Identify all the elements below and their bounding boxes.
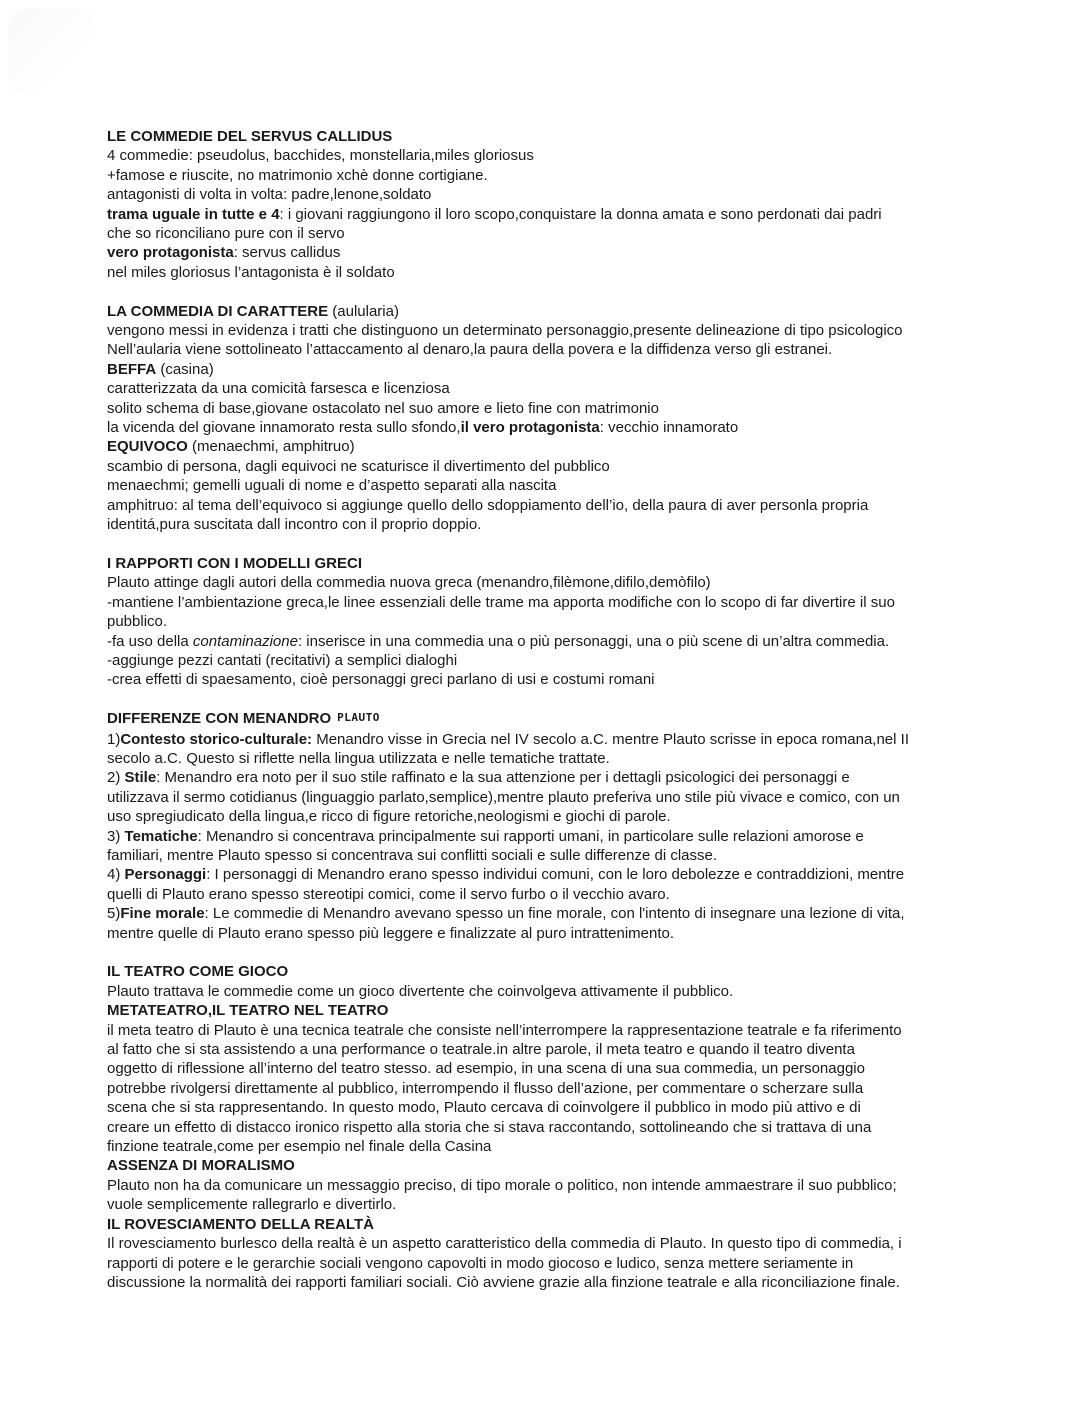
text-line: vengono messi in evidenza i tratti che distinguono un determinato personaggio,presente delineazione di tipo psicologico xyxy=(107,322,903,340)
section-title xyxy=(107,302,987,321)
list-number: 3) xyxy=(107,827,125,845)
text-line: menaechmi; gemelli uguali di nome e d’aspetto separati alla nascita xyxy=(107,477,557,495)
handwritten-note: PLAUTO xyxy=(337,711,380,725)
text-span: : vecchio innamorato xyxy=(599,419,739,437)
document-page xyxy=(107,127,987,1292)
text-span: (menaechmi, amphitruo) xyxy=(187,438,355,456)
text-line: Nell’aularia viene sottolineato l’attaccamento al denaro,la paura della povera e la diffidenza verso gli estranei. xyxy=(107,341,833,359)
text-span: -fa uso della xyxy=(107,632,193,650)
spacer xyxy=(107,282,987,301)
bold-term: BEFFA xyxy=(107,360,157,378)
bold-term: Fine morale xyxy=(120,905,205,923)
text-line: finzione teatrale,come per esempio nel finale della Casina xyxy=(107,1138,492,1156)
text-line xyxy=(107,904,987,923)
text-line: familiari, mentre Plauto spesso si concentrava sui conflitti sociali e sulle differenze di classe. xyxy=(107,846,718,864)
list-number: 4) xyxy=(107,866,125,884)
section-title: IL TEATRO COME GIOCO xyxy=(107,963,289,981)
text-line xyxy=(107,768,987,787)
text-line: nel miles gloriosus l’antagonista è il soldato xyxy=(107,263,395,281)
text-line xyxy=(107,632,987,651)
text-line xyxy=(107,730,987,749)
text-line: pubblico. xyxy=(107,613,168,631)
bold-term: Personaggi xyxy=(124,866,207,884)
text-span: : i giovani raggiungono il loro scopo,conquistare la donna amata e sono perdonati dai padri xyxy=(279,205,882,223)
text-span: : Le commedie di Menandro avevano spesso un fine morale, con l'intento di insegnare una lezione di vita, xyxy=(204,905,905,923)
text-line: oggetto di riflessione all’interno del teatro stesso. ad esempio, in una scena di una sua commedia, un personaggio xyxy=(107,1060,865,1078)
text-line: scena che si sta rappresentando. In questo modo, Plauto cercava di coinvolgere il pubblico in modo più attivo e di xyxy=(107,1099,861,1117)
text-span: (aulularia) xyxy=(328,302,399,320)
text-line: il meta teatro di Plauto è una tecnica teatrale che consiste nell’interrompere la rappresentazione teatrale e fa riferimento xyxy=(107,1021,902,1039)
text-line: vuole semplicemente rallegrarlo e divertirlo. xyxy=(107,1196,397,1214)
text-line: uso spregiudicato della lingua,e ricco di figure retoriche,neologismi e giochi di parole. xyxy=(107,808,671,826)
text-line: scambio di persona, dagli equivoci ne scaturisce il divertimento del pubblico xyxy=(107,457,610,475)
text-line: mentre quelle di Plauto erano spesso più leggere e finalizzate al puro intrattenimento. xyxy=(107,924,675,942)
text-span: la vicenda del giovane innamorato resta sullo sfondo, xyxy=(107,419,461,437)
section-modelli-greci xyxy=(107,554,987,690)
subsection-title: IL ROVESCIAMENTO DELLA REALTÀ xyxy=(107,1215,374,1233)
text-line xyxy=(107,205,987,224)
text-line: quelli di Plauto erano spesso stereotipi comici, come il servo furbo o il vecchio avaro. xyxy=(107,885,670,903)
text-line: antagonisti di volta in volta: padre,lenone,soldato xyxy=(107,186,432,204)
text-line xyxy=(107,865,987,884)
text-line: rapporti di potere e le gerarchie sociali vengono capovolti in modo giocoso e ludico, senza mettere seriamente in xyxy=(107,1254,854,1272)
section-title xyxy=(107,709,987,729)
subsection-title: METATEATRO,IL TEATRO NEL TEATRO xyxy=(107,1002,389,1020)
bold-term: Tematiche xyxy=(124,827,198,845)
spacer xyxy=(107,535,987,554)
bold-term: DIFFERENZE CON MENANDRO xyxy=(107,710,332,728)
text-line: 4 commedie: pseudolus, bacchides, monstellaria,miles gloriosus xyxy=(107,147,534,165)
bold-term: Stile xyxy=(124,769,157,787)
subsection-title xyxy=(107,360,987,379)
text-line: discussione la normalità dei rapporti familiari sociali. Ciò avviene grazie alla finzione teatrale e alla riconciliazione finale. xyxy=(107,1273,900,1291)
subsection-title: ASSENZA DI MORALISMO xyxy=(107,1157,295,1175)
text-line xyxy=(107,243,987,262)
text-line: +famose e riuscite, no matrimonio xchè donne cortigiane. xyxy=(107,166,488,184)
text-line: solito schema di base,giovane ostacolato nel suo amore e lieto fine con matrimonio xyxy=(107,399,659,417)
page-corner-decoration xyxy=(8,8,98,98)
section-title: LE COMMEDIE DEL SERVUS CALLIDUS xyxy=(107,128,393,145)
section-commedia-carattere xyxy=(107,302,987,535)
bold-term: trama uguale in tutte e 4 xyxy=(107,205,280,223)
list-number: 5) xyxy=(107,905,121,923)
text-line: potrebbe rivolgersi direttamente al pubblico, interrompendo il flusso dell’azione, per commentare o scherzare sulla xyxy=(107,1079,864,1097)
text-line: che so riconciliano pure con il servo xyxy=(107,225,345,243)
list-number: 1) xyxy=(107,730,121,748)
text-line: Plauto trattava le commedie come un gioco divertente che coinvolgeva attivamente il pubblico. xyxy=(107,982,734,1000)
text-span: (casina) xyxy=(156,360,214,378)
text-span: : Menandro era noto per il suo stile raffinato e la sua attenzione per i dettagli psicologici dei personaggi e xyxy=(156,769,850,787)
text-line: caratterizzata da una comicità farsesca e licenziosa xyxy=(107,380,450,398)
text-line xyxy=(107,418,987,437)
text-line: amphitruo: al tema dell’equivoco si aggiunge quello dello sdoppiamento dell’io, della paura di aver personla propria xyxy=(107,496,869,514)
bold-term: Contesto storico-culturale: xyxy=(120,730,313,748)
text-line: -crea effetti di spaesamento, cioè personaggi greci parlano di usi e costumi romani xyxy=(107,671,655,689)
text-line: -mantiene l’ambientazione greca,le linee essenziali delle trame ma apporta modifiche con lo scopo di far divertire il suo xyxy=(107,593,895,611)
text-line: -aggiunge pezzi cantati (recitativi) a semplici dialoghi xyxy=(107,651,458,669)
section-servus-callidus xyxy=(107,127,987,282)
section-differenze-menandro xyxy=(107,709,987,943)
spacer xyxy=(107,690,987,709)
text-span: : I personaggi di Menandro erano spesso individui comuni, con le loro debolezze e contraddizioni, mentre xyxy=(206,866,905,884)
text-line: Il rovesciamento burlesco della realtà è un aspetto caratteristico della commedia di Plauto. In questo tipo di commedia, i xyxy=(107,1235,902,1253)
text-line: identitá,pura suscitata dall incontro con il proprio doppio. xyxy=(107,516,482,534)
section-title: I RAPPORTI CON I MODELLI GRECI xyxy=(107,554,363,572)
bold-term: vero protagonista xyxy=(107,244,234,262)
text-span: : servus callidus xyxy=(233,244,341,262)
text-span: Menandro visse in Grecia nel IV secolo a.C. mentre Plauto scrisse in epoca romana,nel II xyxy=(312,730,909,748)
text-line: utilizzava il sermo cotidianus (linguaggio parlato,semplice),mentre plauto preferiva uno stile più vivace e comico, con un xyxy=(107,788,900,806)
list-number: 2) xyxy=(107,769,125,787)
text-line: Plauto attinge dagli autori della commedia nuova greca (menandro,filèmone,difilo,demòfilo) xyxy=(107,574,711,592)
bold-term: EQUIVOCO xyxy=(107,438,188,456)
text-line: al fatto che si sta assistendo a una performance o teatrale.in altre parole, il meta teatro e quando il teatro diventa xyxy=(107,1041,855,1059)
text-span: : inserisce in una commedia una o più personaggi, una o più scene di un’altra commedia. xyxy=(297,632,890,650)
spacer xyxy=(107,943,987,962)
text-line: creare un effetto di distacco ironico rispetto alla storia che si stava raccontando, sottolineando che si trattava di una xyxy=(107,1118,872,1136)
bold-term: LA COMMEDIA DI CARATTERE xyxy=(107,302,329,320)
section-teatro-gioco xyxy=(107,962,987,1292)
text-line xyxy=(107,827,987,846)
italic-term: contaminazione xyxy=(192,632,298,650)
text-line: secolo a.C. Questo si riflette nella lingua utilizzata e nelle tematiche trattate. xyxy=(107,749,610,767)
text-span: : Menandro si concentrava principalmente sui rapporti umani, in particolare sulle relazioni amorose e xyxy=(197,827,864,845)
bold-term: il vero protagonista xyxy=(460,419,600,437)
subsection-title xyxy=(107,437,987,456)
text-line: Plauto non ha da comunicare un messaggio preciso, di tipo morale o politico, non intende ammaestrare il suo pubblico; xyxy=(107,1176,897,1194)
